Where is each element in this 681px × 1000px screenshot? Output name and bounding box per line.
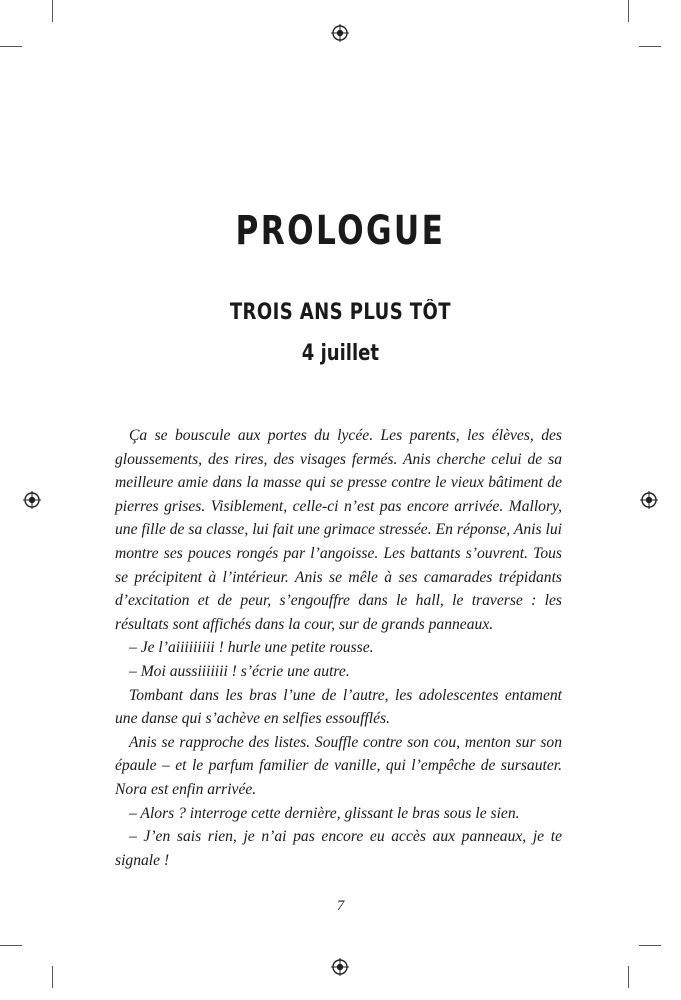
- chapter-title: PROLOGUE: [235, 208, 446, 254]
- paragraph: Anis se rapproche des listes. Souffle contre son cou, menton sur son épaule – et le parfum familier de vanille, qui l’empêche de sursauter. Nora est enfin arrivée.: [115, 733, 562, 798]
- crop-mark: [52, 0, 53, 22]
- chapter-date: 4 juillet: [301, 341, 380, 366]
- chapter-subtitle: TROIS ANS PLUS TÔT: [229, 300, 451, 325]
- registration-mark-icon: [23, 491, 41, 509]
- crop-mark: [628, 0, 629, 22]
- registration-mark-icon: [331, 24, 349, 42]
- registration-mark-icon: [331, 958, 349, 976]
- paragraph: Tombant dans les bras l’une de l’autre, les adolescentes entament une danse qui s’achève en selfies essoufflés.: [115, 686, 562, 728]
- crop-mark: [52, 966, 53, 988]
- crop-mark: [639, 945, 661, 946]
- crop-mark: [639, 46, 661, 47]
- paragraph: – Moi aussiiiiiii ! s’écrie une autre.: [129, 662, 350, 680]
- crop-mark: [0, 945, 22, 946]
- page-number: 7: [336, 898, 345, 914]
- paragraph: – Je l’aiiiiiiiii ! hurle une petite rousse.: [129, 639, 374, 657]
- body-text: [115, 424, 562, 872]
- paragraph: – Alors ? interroge cette dernière, glissant le bras sous le sien.: [129, 804, 520, 822]
- registration-mark-icon: [640, 491, 658, 509]
- crop-mark: [0, 46, 22, 47]
- paragraph: Ça se bouscule aux portes du lycée. Les parents, les élèves, des gloussements, des rires, des visages fermés. Anis cherche celui de sa meilleure amie dans la masse qui se presse contre le vieux bâtiment de pierres grises. Visiblement, celle-ci n’est pas encore arrivée. Mallory, une fille de sa classe, lui fait une grimace stressée. En réponse, Anis lui montre ses pouces rongés par l’angoisse. Les battants s’ouvrent. Tous se précipitent à l’intérieur. Anis se mêle à ses camarades trépidants d’excitation et de peur, s’engouffre dans le hall, le traverse : les résultats sont affichés dans la cour, sur de grands panneaux.: [115, 427, 562, 633]
- paragraph: – J’en sais rien, je n’ai pas encore eu accès aux panneaux, je te signale !: [115, 828, 562, 869]
- crop-mark: [628, 966, 629, 988]
